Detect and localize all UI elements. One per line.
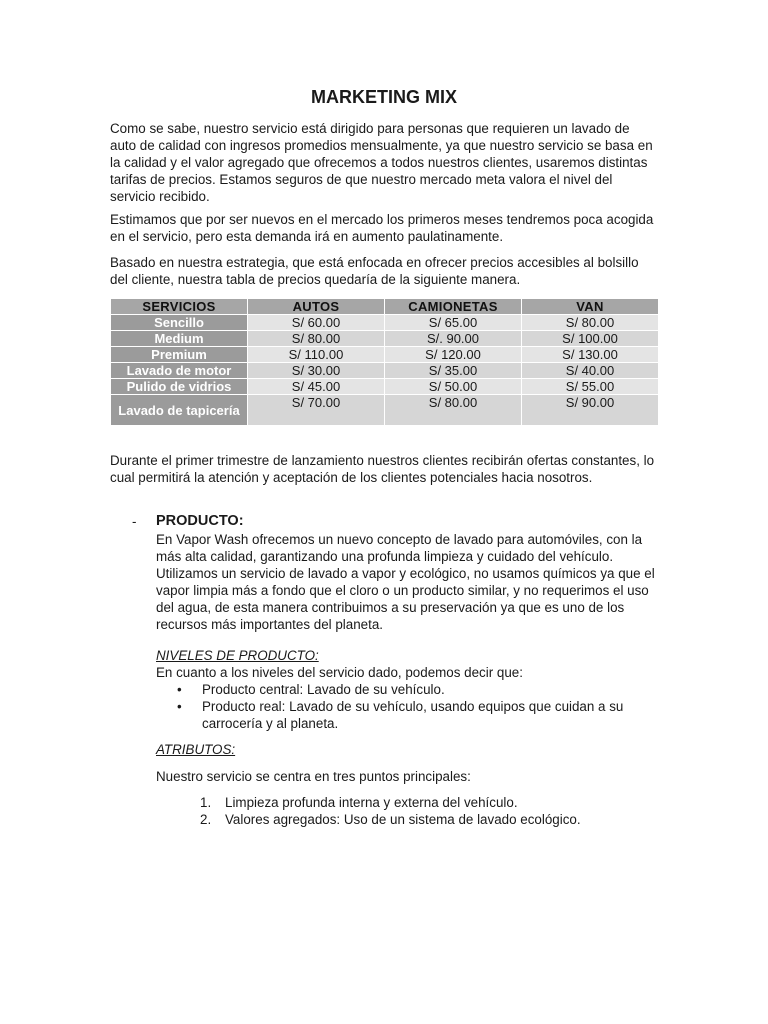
atributos-list — [156, 794, 664, 828]
list-item — [156, 811, 664, 828]
list-item-text: Producto real: Lavado de su vehículo, usando equipos que cuidan a su carrocería y al planeta. — [202, 699, 624, 731]
price-cell: S/ 65.00 — [385, 315, 522, 331]
list-item-text: Producto central: Lavado de su vehículo. — [202, 682, 445, 697]
price-cell: S/ 110.00 — [248, 347, 385, 363]
niveles-heading: NIVELES DE PRODUCTO: — [156, 648, 319, 663]
price-cell: S/ 90.00 — [522, 395, 659, 426]
price-table — [110, 298, 659, 426]
list-item-text: Valores agregados: Uso de un sistema de lavado ecológico. — [225, 812, 581, 827]
price-cell: S/ 80.00 — [385, 395, 522, 426]
atributos-heading: ATRIBUTOS: — [156, 742, 236, 757]
paragraph-offers: Durante el primer trimestre de lanzamiento nuestros clientes recibirán ofertas constantes, lo cual permitirá la atención y aceptación de los clientes potenciales hacia nosotros. — [110, 453, 655, 485]
table-row — [111, 395, 659, 426]
atributos-intro: Nuestro servicio se centra en tres puntos principales: — [156, 769, 471, 784]
price-cell: S/ 35.00 — [385, 363, 522, 379]
header-autos: AUTOS — [248, 299, 385, 315]
price-cell: S/ 120.00 — [385, 347, 522, 363]
price-cell: S/ 55.00 — [522, 379, 659, 395]
paragraph-intro: Como se sabe, nuestro servicio está dirigido para personas que requieren un lavado de auto de calidad con ingresos promedios mensualmente, ya que nuestro servicio se basa en la calidad y el valor agregado que ofrecemos a todos nuestros clientes, usaremos distintas tarifas de precios. Estamos seguros de que nuestro mercado meta valora el nivel del servicio recibido. — [110, 121, 653, 204]
list-item — [156, 681, 664, 698]
list-item-text: Limpieza profunda interna y externa del vehículo. — [225, 795, 518, 810]
header-servicios: SERVICIOS — [111, 299, 248, 315]
service-name: Premium — [111, 347, 248, 363]
producto-text: En Vapor Wash ofrecemos un nuevo concepto de lavado para automóviles, con la más alta calidad, garantizando una profunda limpieza y cuidado del vehículo. Utilizamos un servicio de lavado a vapor y ecológico, no usamos químicos ya que el vapor limpia más a fondo que el cloro o un producto similar, y no requerimos el uso del agua, de esta manera contribuimos a su preservación ya que es uno de los recursos más importantes del planeta. — [156, 532, 655, 632]
price-cell: S/. 90.00 — [385, 331, 522, 347]
producto-heading: PRODUCTO: — [156, 513, 244, 529]
list-number: 2. — [200, 812, 212, 827]
table-row — [111, 315, 659, 331]
header-camionetas: CAMIONETAS — [385, 299, 522, 315]
niveles-list — [156, 681, 664, 732]
page-title: MARKETING MIX — [311, 87, 457, 107]
price-cell: S/ 70.00 — [248, 395, 385, 426]
list-dash: - — [132, 514, 137, 529]
price-cell: S/ 80.00 — [248, 331, 385, 347]
list-number: 1. — [200, 795, 212, 810]
price-cell: S/ 130.00 — [522, 347, 659, 363]
price-cell: S/ 60.00 — [248, 315, 385, 331]
table-row — [111, 363, 659, 379]
bullet-icon: • — [177, 699, 182, 714]
price-cell: S/ 80.00 — [522, 315, 659, 331]
service-name: Medium — [111, 331, 248, 347]
list-item — [156, 698, 664, 732]
service-name: Pulido de vidrios — [111, 379, 248, 395]
price-cell: S/ 45.00 — [248, 379, 385, 395]
table-row — [111, 379, 659, 395]
price-cell: S/ 100.00 — [522, 331, 659, 347]
service-name: Sencillo — [111, 315, 248, 331]
service-name: Lavado de tapicería — [111, 395, 248, 426]
price-cell: S/ 50.00 — [385, 379, 522, 395]
bullet-icon: • — [177, 682, 182, 697]
price-table-header-row — [111, 299, 659, 315]
price-cell: S/ 30.00 — [248, 363, 385, 379]
service-name: Lavado de motor — [111, 363, 248, 379]
list-item — [156, 794, 664, 811]
paragraph-strategy: Basado en nuestra estrategia, que está enfocada en ofrecer precios accesibles al bolsillo del cliente, nuestra tabla de precios quedaría de la siguiente manera. — [110, 255, 639, 287]
niveles-intro: En cuanto a los niveles del servicio dado, podemos decir que: — [156, 665, 523, 680]
header-van: VAN — [522, 299, 659, 315]
price-cell: S/ 40.00 — [522, 363, 659, 379]
paragraph-demand: Estimamos que por ser nuevos en el mercado los primeros meses tendremos poca acogida en el servicio, pero esta demanda irá en aumento paulatinamente. — [110, 212, 654, 244]
table-row — [111, 331, 659, 347]
table-row — [111, 347, 659, 363]
